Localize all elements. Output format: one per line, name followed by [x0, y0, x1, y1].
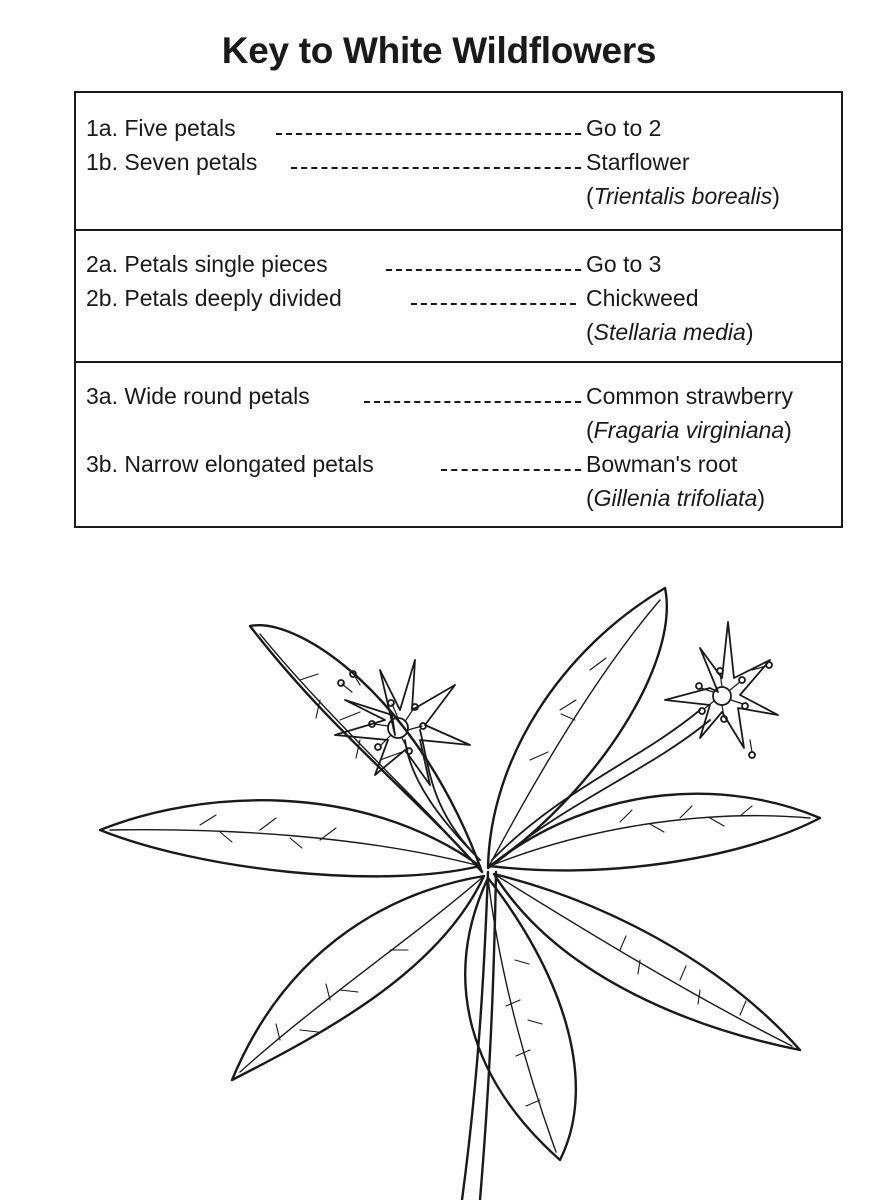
key-row-result: Go to 2	[586, 115, 662, 141]
key-row-1a	[76, 111, 841, 145]
key-row-2b	[76, 281, 841, 315]
key-row-result: Common strawberry	[586, 383, 794, 409]
key-row-result: Bowman's root	[586, 451, 738, 477]
flower	[335, 660, 470, 785]
leader-dashes	[364, 401, 581, 403]
key-row-3b	[76, 447, 841, 481]
scientific-name: (Fragaria virginiana)	[586, 417, 792, 443]
leaf	[490, 794, 820, 871]
key-row-result: Chickweed	[586, 285, 699, 311]
key-section-3	[76, 361, 841, 526]
leader-dashes	[291, 167, 581, 169]
leaf	[232, 876, 484, 1080]
key-row-label: 3a. Wide round petals	[86, 383, 310, 409]
key-row-label: 2a. Petals single pieces	[86, 251, 328, 277]
scientific-name: (Stellaria media)	[586, 319, 754, 345]
key-row-label: 2b. Petals deeply divided	[86, 285, 342, 311]
key-row-1b	[76, 145, 841, 179]
key-row-label: 1b. Seven petals	[86, 149, 258, 175]
key-row-result: Starflower	[586, 149, 690, 175]
leader-dashes	[276, 133, 581, 135]
key-section-2	[76, 229, 841, 361]
starflower-illustration	[0, 560, 878, 1200]
page-title: Key to White Wildflowers	[221, 30, 657, 71]
scientific-name: (Trientalis borealis)	[586, 183, 780, 209]
key-row-label: 1a. Five petals	[86, 115, 236, 141]
leader-dashes	[386, 269, 581, 271]
dichotomous-key-table	[74, 91, 843, 528]
key-row-3a	[76, 379, 841, 413]
leader-dashes	[411, 303, 576, 305]
key-row-result: Go to 3	[586, 251, 662, 277]
leaf	[465, 878, 576, 1160]
flower	[665, 622, 778, 758]
key-row-2a	[76, 247, 841, 281]
scientific-name: (Gillenia trifoliata)	[586, 485, 765, 511]
key-row-label: 3b. Narrow elongated petals	[86, 451, 374, 477]
leaf	[488, 588, 667, 868]
leader-dashes	[441, 469, 581, 471]
key-section-1	[76, 93, 841, 229]
